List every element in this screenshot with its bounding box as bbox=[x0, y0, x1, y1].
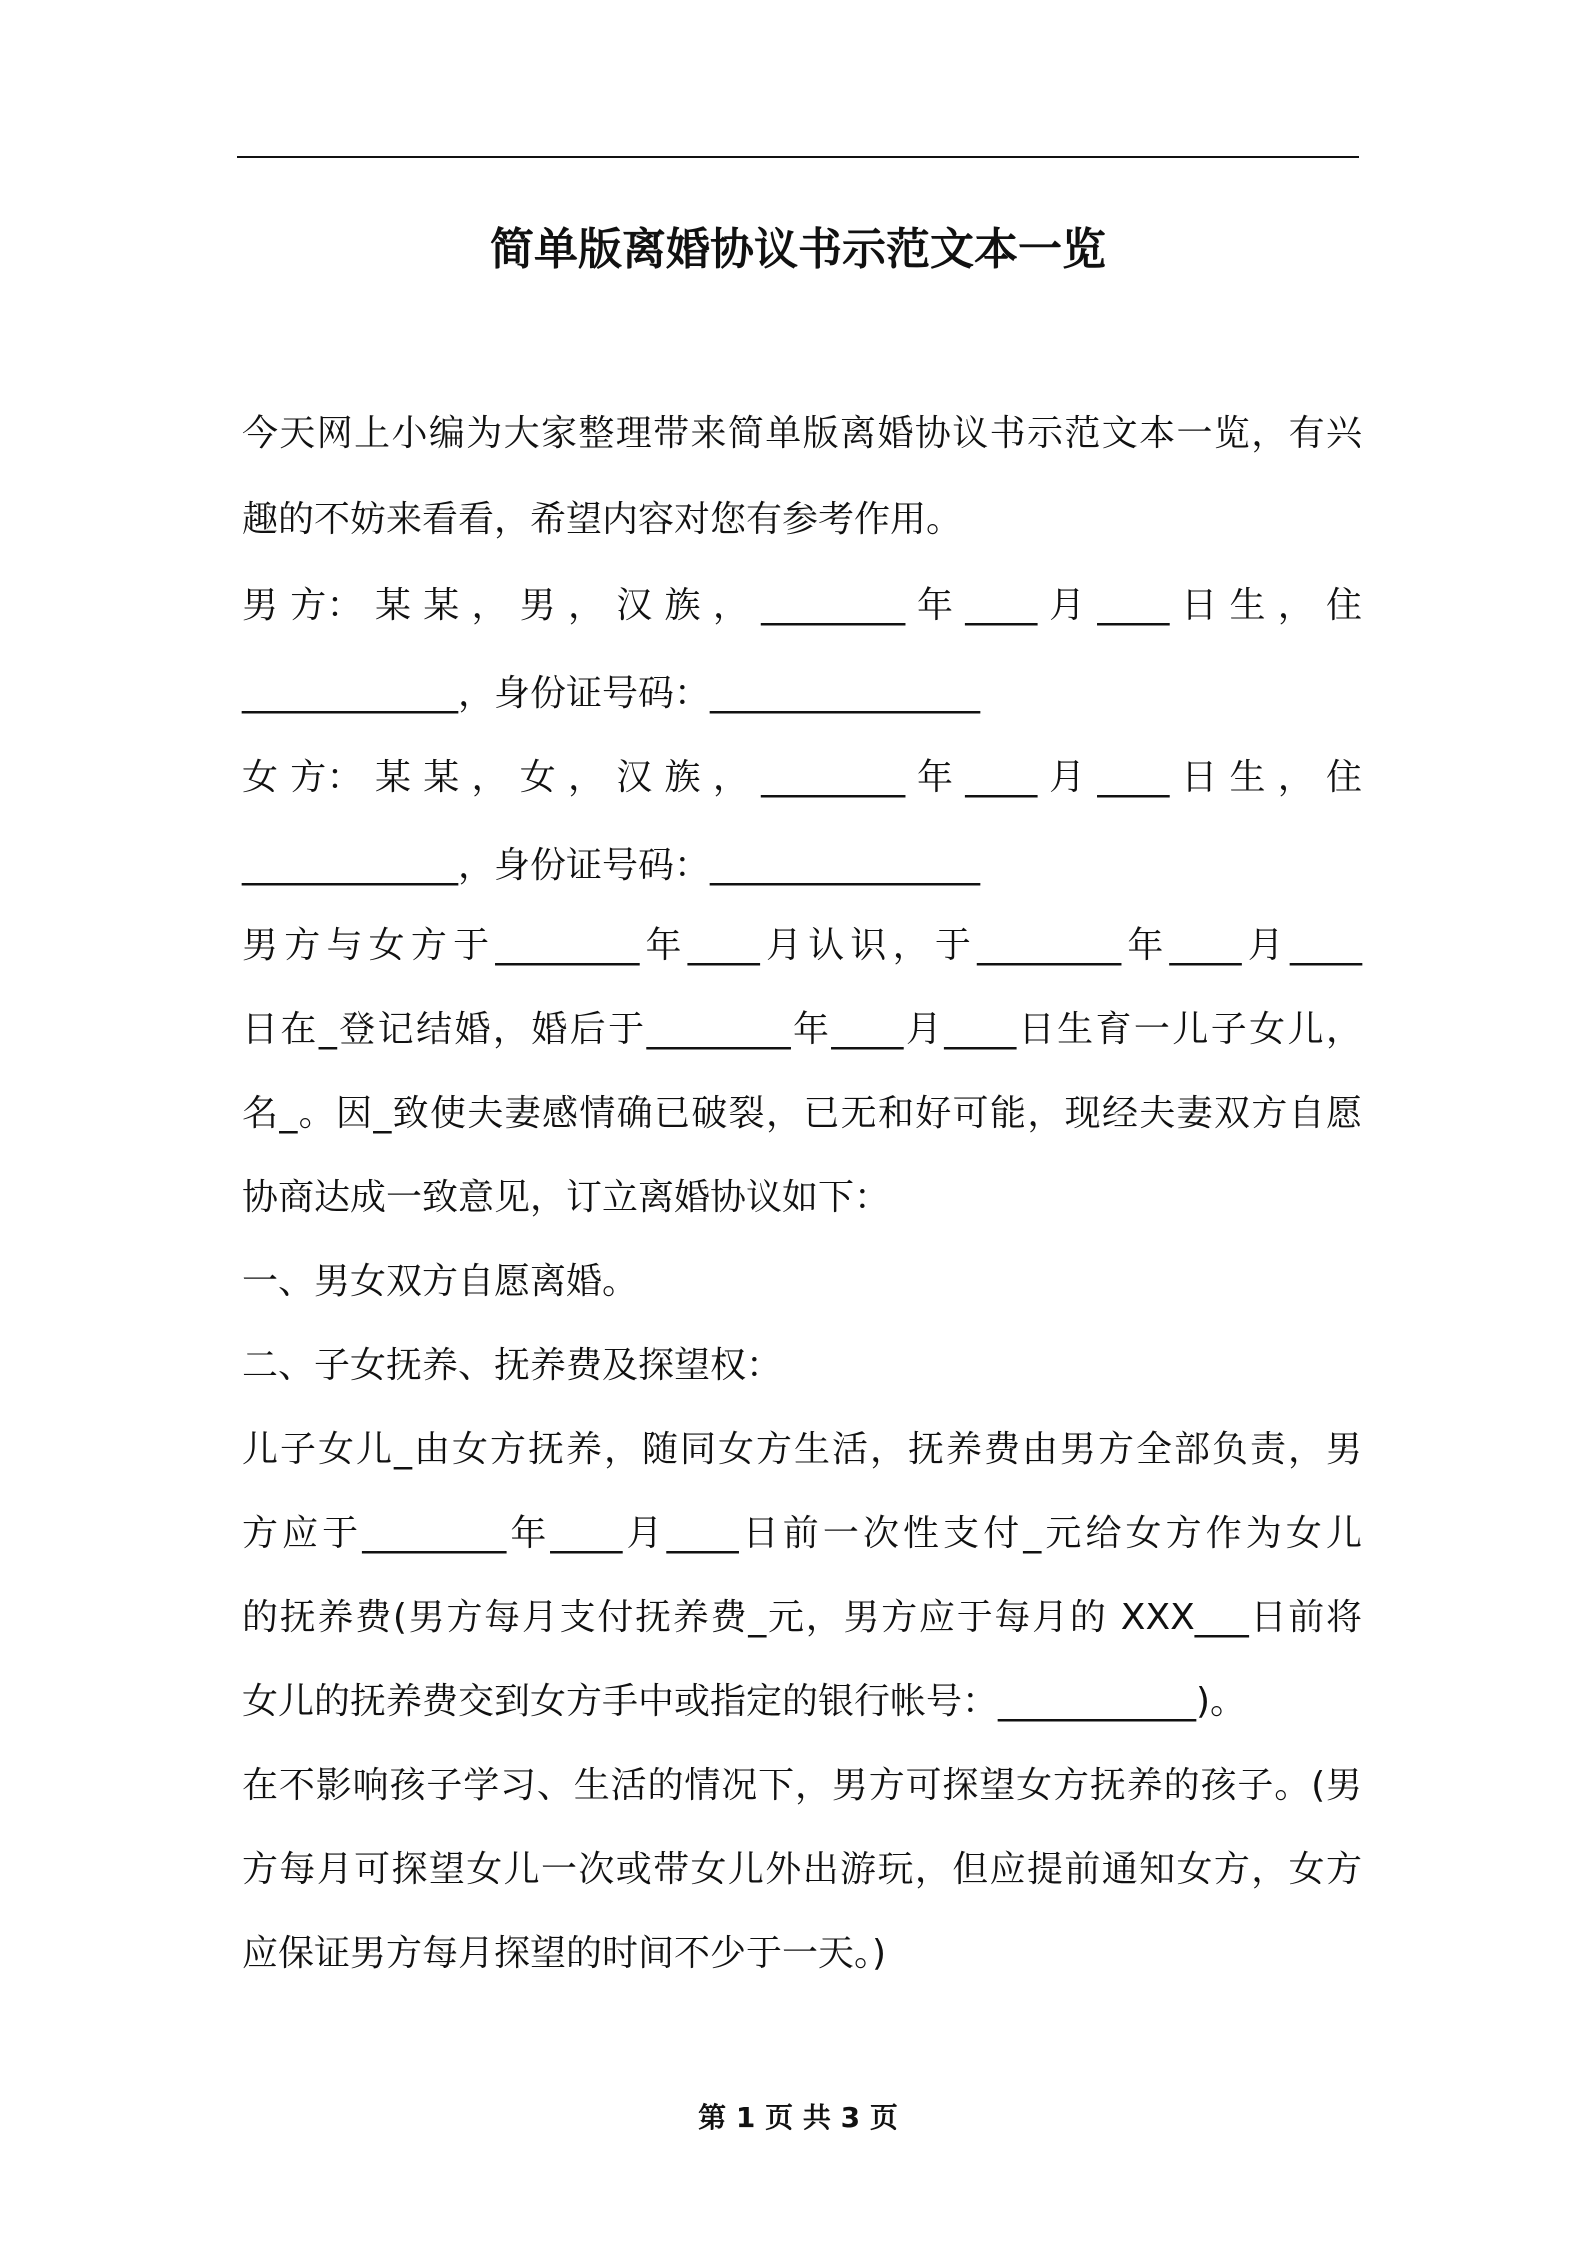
body-line-16: 女儿的抚养费交到女方手中或指定的银行帐号：___________)。 bbox=[242, 1681, 1247, 1722]
header-rule bbox=[237, 156, 1359, 158]
female-id-line: ____________，身份证号码：_______________ bbox=[242, 845, 981, 886]
female-party-line: 女 方： 某 某 ， 女 ， 汉 族 ， ________ 年 ____ 月 ____ 日 生 ， 住 bbox=[242, 757, 1362, 798]
page-number: 第 1 页 共 3 页 bbox=[698, 2101, 898, 2134]
body-line-15: 的抚养费(男方每月支付抚养费_元，男方应于每月的 XXX___日前将 bbox=[242, 1597, 1362, 1638]
body-line-1: 今天网上小编为大家整理带来简单版离婚协议书示范文本一览，有兴 bbox=[242, 413, 1362, 454]
body-line-17: 在不影响孩子学习、生活的情况下，男方可探望女方抚养的孩子。(男 bbox=[242, 1765, 1362, 1806]
document-title: 简单版离婚协议书示范文本一览 bbox=[490, 224, 1106, 275]
body-line-2: 趣的不妨来看看，希望内容对您有参考作用。 bbox=[242, 499, 963, 540]
clause-two-heading: 二、子女抚养、抚养费及探望权： bbox=[242, 1345, 783, 1386]
body-line-7: 男方与女方于________年____月认识，于________年____月____ bbox=[242, 925, 1362, 966]
body-line-13: 儿子女儿_由女方抚养，随同女方生活，抚养费由男方全部负责，男 bbox=[242, 1429, 1362, 1470]
body-line-18: 方每月可探望女儿一次或带女儿外出游玩，但应提前通知女方，女方 bbox=[242, 1849, 1362, 1890]
body-line-14: 方应于________年____月____日前一次性支付_元给女方作为女儿 bbox=[242, 1513, 1362, 1554]
body-line-10: 协商达成一致意见，订立离婚协议如下： bbox=[242, 1177, 891, 1218]
body-line-9: 名_。因_致使夫妻感情确已破裂，已无和好可能，现经夫妻双方自愿 bbox=[242, 1093, 1362, 1134]
body-line-19: 应保证男方每月探望的时间不少于一天。) bbox=[242, 1933, 887, 1974]
male-party-line: 男 方： 某 某 ， 男 ， 汉 族 ， ________ 年 ____ 月 ____ 日 生 ， 住 bbox=[242, 585, 1362, 626]
male-id-line: ____________，身份证号码：_______________ bbox=[242, 673, 981, 714]
body-line-8: 日在_登记结婚，婚后于________年____月____日生育一儿子女儿， bbox=[242, 1009, 1362, 1050]
clause-one: 一、男女双方自愿离婚。 bbox=[242, 1261, 639, 1302]
